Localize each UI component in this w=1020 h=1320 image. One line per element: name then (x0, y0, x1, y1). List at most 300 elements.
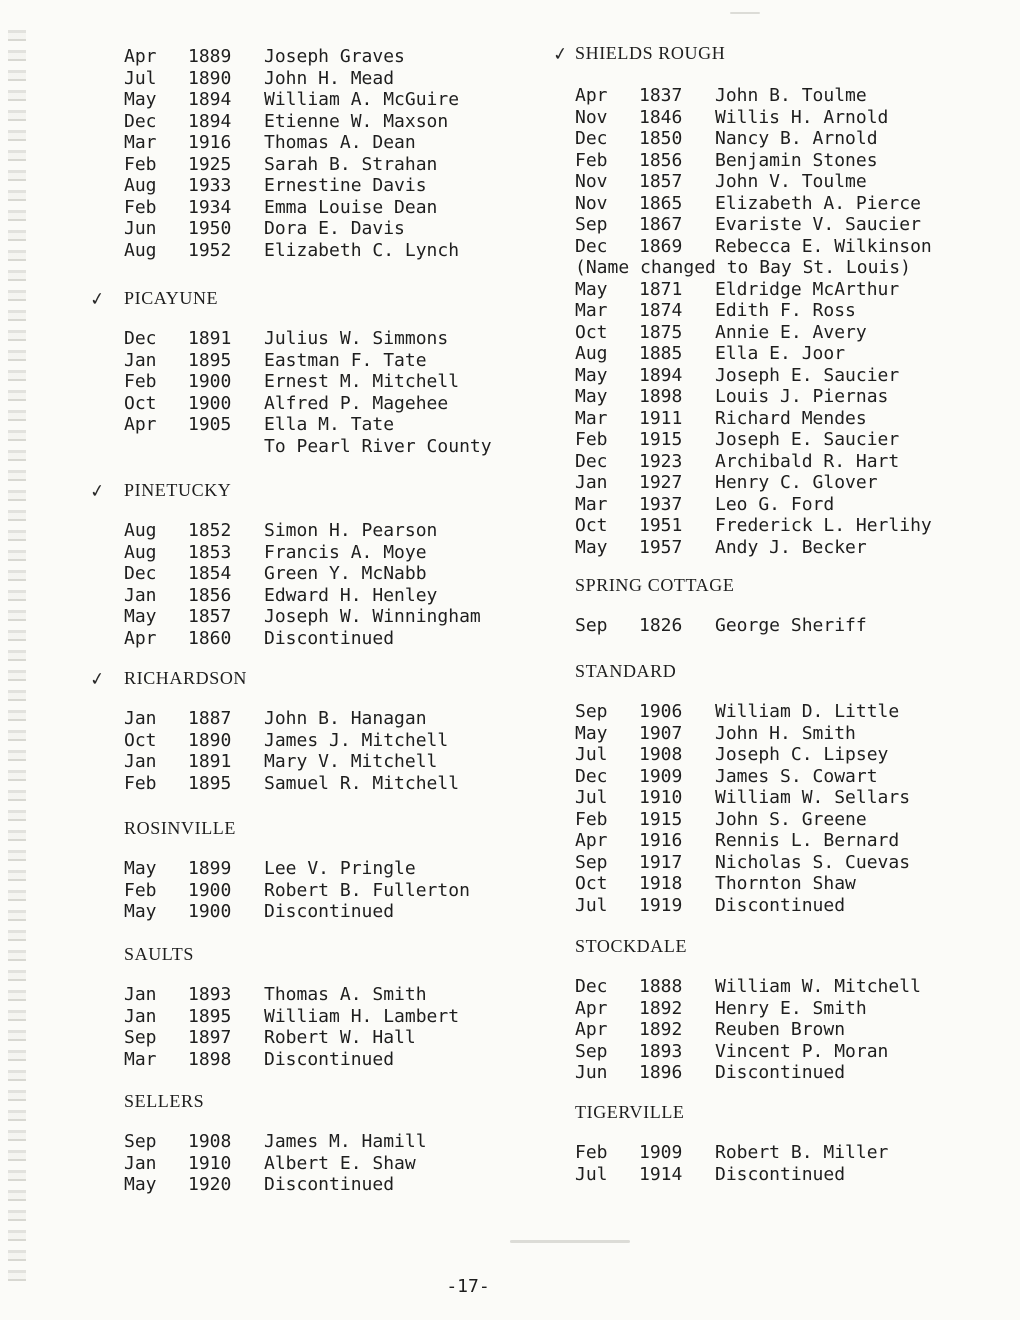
entry-year: 1892 (639, 997, 683, 1019)
entry-month: Jan (124, 1005, 157, 1027)
section-continuation (124, 46, 544, 261)
entry-month: Jan (575, 472, 608, 493)
checkmark-icon: ✓ (88, 668, 108, 691)
postmaster-entry (575, 723, 995, 745)
entry-year: 1927 (639, 472, 683, 493)
postmaster-entry (575, 615, 995, 637)
entry-month: May (124, 901, 157, 922)
postmaster-entry (124, 520, 544, 542)
entry-year: 1837 (639, 85, 683, 106)
entry-name: Leo G. Ford (715, 493, 835, 515)
entry-name: Joseph Graves (264, 46, 405, 67)
entry-name: John B. Hanagan (264, 708, 427, 729)
entry-month: May (575, 536, 608, 558)
postmaster-entry (575, 976, 995, 998)
postmaster-entry (575, 214, 995, 236)
postmaster-entry (124, 858, 544, 880)
entry-month: Aug (124, 520, 157, 541)
entry-name: Nicholas S. Cuevas (715, 851, 911, 873)
postmaster-entry (575, 1164, 995, 1186)
entry-year: 1846 (639, 106, 683, 128)
entry-name: Discontinued (264, 627, 395, 649)
postmaster-entry (124, 542, 544, 564)
entry-month: May (124, 89, 157, 110)
entry-name: Mary V. Mitchell (264, 751, 438, 772)
entry-year: 1891 (188, 328, 232, 349)
postmaster-entry (124, 328, 544, 350)
section-rosinville (124, 817, 544, 923)
postmaster-entry (575, 830, 995, 852)
entry-name: Ella E. Joor (715, 343, 846, 364)
entry-month: Nov (575, 192, 608, 214)
entry-month: Dec (575, 765, 608, 787)
entry-name: Francis A. Moye (264, 541, 427, 563)
entry-name: Joseph E. Saucier (715, 364, 900, 386)
entry-month: Aug (124, 541, 157, 563)
page-number: -17- (446, 1276, 490, 1297)
section-tigerville (575, 1101, 995, 1185)
entry-month: Apr (124, 46, 157, 67)
entry-name: James J. Mitchell (264, 729, 449, 751)
entry-month: May (124, 858, 157, 879)
entry-year: 1900 (188, 392, 232, 414)
entry-year: 1957 (639, 536, 683, 558)
entry-name: Vincent P. Moran (715, 1040, 889, 1062)
entry-list (575, 701, 995, 916)
entry-month: Jul (124, 67, 157, 89)
postmaster-entry (575, 128, 995, 150)
entry-year: 1890 (188, 729, 232, 751)
entry-year: 1909 (639, 1142, 683, 1163)
section-sellers (124, 1090, 544, 1196)
section-title: STOCKDALE (575, 936, 688, 956)
entry-year: 1860 (188, 627, 232, 649)
entry-name: Elizabeth C. Lynch (264, 239, 460, 261)
postmaster-entry (575, 429, 995, 451)
entry-list (124, 984, 544, 1070)
entry-year: 1898 (188, 1048, 232, 1070)
entry-year: 1908 (639, 744, 683, 765)
entry-year: 1893 (188, 984, 232, 1005)
postmaster-entry (124, 46, 544, 68)
entry-name: Discontinued (715, 894, 846, 916)
section-standard (575, 660, 995, 916)
entry-month: Oct (575, 321, 608, 343)
entry-name: Thomas A. Smith (264, 984, 427, 1005)
entry-name: John S. Greene (715, 808, 867, 830)
entry-year: 1867 (639, 214, 683, 235)
postmaster-entry (124, 371, 544, 393)
entry-year: 1911 (639, 407, 683, 429)
entry-month: Feb (124, 879, 157, 901)
postmaster-entry (124, 1174, 544, 1196)
postmaster-entry (124, 730, 544, 752)
entry-year: 1920 (188, 1174, 232, 1195)
section-shields-rough (551, 42, 995, 558)
entry-name: William A. McGuire (264, 89, 460, 110)
section-title: RICHARDSON (124, 668, 248, 688)
entry-name: Discontinued (264, 1048, 395, 1070)
entry-month: Mar (124, 1048, 157, 1070)
entry-list (575, 85, 995, 257)
entry-year: 1910 (188, 1152, 232, 1174)
entry-name: Annie E. Avery (715, 321, 867, 343)
entry-year: 1900 (188, 901, 232, 922)
postmaster-entry (124, 218, 544, 240)
entry-year: 1937 (639, 493, 683, 515)
section-header (575, 935, 995, 957)
entry-month: May (124, 606, 157, 627)
entry-list (124, 328, 544, 436)
entry-year: 1907 (639, 722, 683, 744)
entry-month: May (575, 278, 608, 300)
entry-year: 1909 (639, 765, 683, 787)
entry-month: Jan (124, 708, 157, 729)
entry-year: 1923 (639, 450, 683, 472)
entry-name: Joseph E. Saucier (715, 429, 900, 450)
entry-year: 1906 (639, 701, 683, 722)
entry-year: 1850 (639, 128, 683, 149)
section-title: SELLERS (124, 1091, 205, 1111)
entry-name: Sarah B. Strahan (264, 153, 438, 175)
entry-list (575, 976, 995, 1084)
postmaster-entry (575, 515, 995, 537)
entry-month: Feb (124, 196, 157, 218)
entry-year: 1900 (188, 371, 232, 392)
entry-month: Feb (575, 149, 608, 171)
entry-year: 1895 (188, 1005, 232, 1027)
entry-name: Henry C. Glover (715, 472, 878, 493)
entry-name: Ernest M. Mitchell (264, 371, 460, 392)
entry-year: 1885 (639, 343, 683, 364)
entry-month: Mar (575, 300, 608, 321)
entry-year: 1895 (188, 349, 232, 371)
postmaster-entry (124, 984, 544, 1006)
postmaster-entry (124, 89, 544, 111)
entry-list (124, 858, 544, 923)
entry-month: Apr (575, 1019, 608, 1040)
entry-month: Jan (124, 984, 157, 1005)
entry-year: 1915 (639, 429, 683, 450)
entry-name: Discontinued (264, 1174, 395, 1195)
entry-name: Albert E. Shaw (264, 1152, 416, 1174)
section-title: PINETUCKY (124, 480, 232, 500)
entry-year: 1919 (639, 894, 683, 916)
notes (124, 436, 544, 458)
entry-month: Jan (124, 751, 157, 772)
entry-year: 1908 (188, 1131, 232, 1152)
postmaster-entry (575, 1062, 995, 1084)
postmaster-entry (575, 998, 995, 1020)
entry-month: Sep (575, 214, 608, 235)
postmaster-entry (575, 107, 995, 129)
entry-name: Discontinued (715, 1163, 846, 1185)
entry-name: Evariste V. Saucier (715, 214, 921, 235)
section-note: (Name changed to Bay St. Louis) (575, 257, 911, 278)
entry-year: 1925 (188, 153, 232, 175)
entry-month: May (575, 722, 608, 744)
postmaster-entry (575, 744, 995, 766)
entry-year: 1869 (639, 235, 683, 257)
entry-name: Green Y. McNabb (264, 563, 427, 584)
entry-year: 1895 (188, 772, 232, 794)
entry-name: Dora E. Davis (264, 218, 405, 239)
entry-name: Thomas A. Dean (264, 132, 416, 153)
postmaster-entry (124, 773, 544, 795)
entry-month: Nov (575, 171, 608, 192)
entry-year: 1896 (639, 1062, 683, 1083)
entry-name: Richard Mendes (715, 407, 867, 429)
postmaster-entry (575, 852, 995, 874)
entry-year: 1916 (188, 132, 232, 153)
entry-name: Andy J. Becker (715, 536, 867, 558)
postmaster-entry (575, 701, 995, 723)
postmaster-entry (124, 751, 544, 773)
entry-list (575, 615, 995, 637)
entry-name: John H. Smith (715, 722, 856, 744)
postmaster-entry (575, 300, 995, 322)
entry-name: Lee V. Pringle (264, 858, 416, 879)
entry-month: Oct (124, 729, 157, 751)
entry-name: William H. Lambert (264, 1005, 460, 1027)
entry-name: John H. Mead (264, 67, 395, 89)
entry-month: Apr (575, 830, 608, 851)
entry-month: Sep (575, 615, 608, 636)
entry-month: Apr (575, 997, 608, 1019)
entry-year: 1894 (639, 364, 683, 386)
entry-year: 1934 (188, 196, 232, 218)
entry-year: 1918 (639, 873, 683, 894)
postmaster-entry (575, 386, 995, 408)
postmaster-entry (124, 1006, 544, 1028)
entry-name: Eldridge McArthur (715, 278, 900, 300)
checkmark-icon: ✓ (551, 43, 571, 66)
entry-month: Dec (575, 450, 608, 472)
postmaster-entry (124, 68, 544, 90)
entry-month: Jun (124, 218, 157, 239)
section-stockdale (575, 935, 995, 1084)
entry-month: Jan (124, 1152, 157, 1174)
entry-month: Jan (124, 584, 157, 606)
entry-name: Archibald R. Hart (715, 450, 900, 472)
entry-name: Rennis L. Bernard (715, 830, 900, 851)
section-title: SHIELDS ROUGH (575, 43, 726, 63)
entry-month: Dec (575, 235, 608, 257)
entry-month: Jul (575, 744, 608, 765)
section-header (88, 287, 544, 311)
section-header (88, 667, 544, 691)
section-saults (124, 943, 544, 1070)
postmaster-entry (124, 563, 544, 585)
entry-list (124, 708, 544, 794)
entry-year: 1933 (188, 175, 232, 196)
entry-month: Aug (124, 239, 157, 261)
entry-name: James S. Cowart (715, 765, 878, 787)
postmaster-entry (575, 1041, 995, 1063)
entry-year: 1891 (188, 751, 232, 772)
entry-name: William W. Sellars (715, 787, 911, 808)
postmaster-entry (575, 787, 995, 809)
postmaster-entry (575, 472, 995, 494)
entry-year: 1900 (188, 879, 232, 901)
postmaster-entry (124, 240, 544, 262)
entry-year: 1952 (188, 239, 232, 261)
checkmark-icon: ✓ (88, 288, 108, 311)
checkmark-icon: ✓ (88, 480, 108, 503)
postmaster-entry (124, 132, 544, 154)
postmaster-entry (124, 628, 544, 650)
entry-month: Feb (575, 1142, 608, 1163)
entry-name: James M. Hamill (264, 1131, 427, 1152)
entry-month: Mar (124, 132, 157, 153)
entry-year: 1899 (188, 858, 232, 879)
section-note: To Pearl River County (264, 435, 492, 457)
section-header (124, 817, 544, 839)
postmaster-entry (575, 85, 995, 107)
section-richardson (88, 667, 544, 794)
entry-month: Feb (575, 808, 608, 830)
postmaster-entry (575, 809, 995, 831)
entry-year: 1894 (188, 110, 232, 132)
postmaster-entry (124, 197, 544, 219)
entry-name: Robert B. Miller (715, 1142, 889, 1163)
entry-name: Reuben Brown (715, 1019, 846, 1040)
entry-list (124, 46, 544, 261)
notes (575, 257, 995, 279)
entry-name: Robert W. Hall (264, 1027, 416, 1048)
entry-month: Oct (575, 873, 608, 894)
entry-month: Jul (575, 787, 608, 808)
postmaster-entry (124, 111, 544, 133)
entry-month: May (124, 1174, 157, 1195)
section-spring-cottage (575, 574, 995, 637)
entry-month: May (575, 386, 608, 407)
postmaster-entry (575, 766, 995, 788)
entry-year: 1887 (188, 708, 232, 729)
entry-year: 1892 (639, 1019, 683, 1040)
entry-month: Feb (575, 429, 608, 450)
postmaster-entry (124, 708, 544, 730)
section-header (124, 943, 544, 965)
entry-name: Joseph W. Winningham (264, 606, 481, 627)
entry-month: Jun (575, 1062, 608, 1083)
entry-name: Etienne W. Maxson (264, 110, 449, 132)
postmaster-entry (124, 1049, 544, 1071)
entry-month: Feb (124, 772, 157, 794)
entry-year: 1905 (188, 414, 232, 435)
entry-name: Henry E. Smith (715, 997, 867, 1019)
entry-month: Sep (575, 851, 608, 873)
entry-month: Sep (575, 701, 608, 722)
entry-name: John B. Toulme (715, 85, 867, 106)
entry-name: Simon H. Pearson (264, 520, 438, 541)
entry-year: 1890 (188, 67, 232, 89)
entry-year: 1854 (188, 563, 232, 584)
postmaster-entry (575, 1142, 995, 1164)
entry-month: Dec (124, 110, 157, 132)
postmaster-entry (575, 279, 995, 301)
entry-year: 1888 (639, 976, 683, 997)
postmaster-entry (575, 537, 995, 559)
section-title: ROSINVILLE (124, 818, 236, 838)
entry-name: Rebecca E. Wilkinson (715, 235, 932, 257)
entry-name: Edith F. Ross (715, 300, 856, 321)
section-picayune (88, 287, 544, 457)
entry-year: 1914 (639, 1163, 683, 1185)
postmaster-entry (575, 150, 995, 172)
postmaster-entry (124, 606, 544, 628)
entry-name: Discontinued (715, 1062, 846, 1083)
entry-year: 1871 (639, 278, 683, 300)
entry-name: Ella M. Tate (264, 414, 395, 435)
entry-year: 1874 (639, 300, 683, 321)
entry-name: Thornton Shaw (715, 873, 856, 894)
postmaster-entry (124, 901, 544, 923)
entry-year: 1852 (188, 520, 232, 541)
postmaster-entry (575, 171, 995, 193)
entry-year: 1853 (188, 541, 232, 563)
entry-month: Feb (124, 371, 157, 392)
entry-name: Frederick L. Herlihy (715, 515, 932, 536)
postmaster-entry (575, 873, 995, 895)
section-header (575, 574, 995, 596)
postmaster-entry (575, 365, 995, 387)
entry-year: 1897 (188, 1027, 232, 1048)
entry-month: Oct (575, 515, 608, 536)
postmaster-entry (124, 1153, 544, 1175)
postmaster-entry (575, 895, 995, 917)
postmaster-entry (124, 175, 544, 197)
postmaster-entry (575, 343, 995, 365)
entry-year: 1857 (639, 171, 683, 192)
entry-month: Feb (124, 153, 157, 175)
entry-month: Mar (575, 493, 608, 515)
section-header (575, 660, 995, 682)
entry-name: William W. Mitchell (715, 976, 921, 997)
entry-year: 1893 (639, 1040, 683, 1062)
entry-name: Nancy B. Arnold (715, 128, 878, 149)
postmaster-entry (124, 154, 544, 176)
entry-year: 1917 (639, 851, 683, 873)
entry-name: William D. Little (715, 701, 900, 722)
entry-month: Dec (124, 328, 157, 349)
entry-year: 1826 (639, 615, 683, 636)
postmaster-entry (124, 880, 544, 902)
entry-name: Joseph C. Lipsey (715, 744, 889, 765)
binding-edge (8, 30, 26, 1290)
entry-month: Aug (124, 175, 157, 196)
entry-year: 1910 (639, 787, 683, 808)
entry-name: Louis J. Piernas (715, 386, 889, 407)
postmaster-entry (575, 322, 995, 344)
entry-name: Julius W. Simmons (264, 328, 449, 349)
postmaster-entry (124, 1131, 544, 1153)
postmaster-entry (575, 451, 995, 473)
postmaster-entry (124, 585, 544, 607)
postmaster-entry (124, 1027, 544, 1049)
entry-name: Emma Louise Dean (264, 196, 438, 218)
entry-list (124, 1131, 544, 1196)
entry-name: Edward H. Henley (264, 584, 438, 606)
entry-name: Benjamin Stones (715, 149, 878, 171)
postmaster-entry (575, 494, 995, 516)
entry-month: Dec (575, 976, 608, 997)
entry-month: May (575, 364, 608, 386)
postmaster-entry (124, 393, 544, 415)
entry-list (124, 520, 544, 649)
entry-month: Sep (124, 1027, 157, 1048)
entry-name: Robert B. Fullerton (264, 879, 470, 901)
